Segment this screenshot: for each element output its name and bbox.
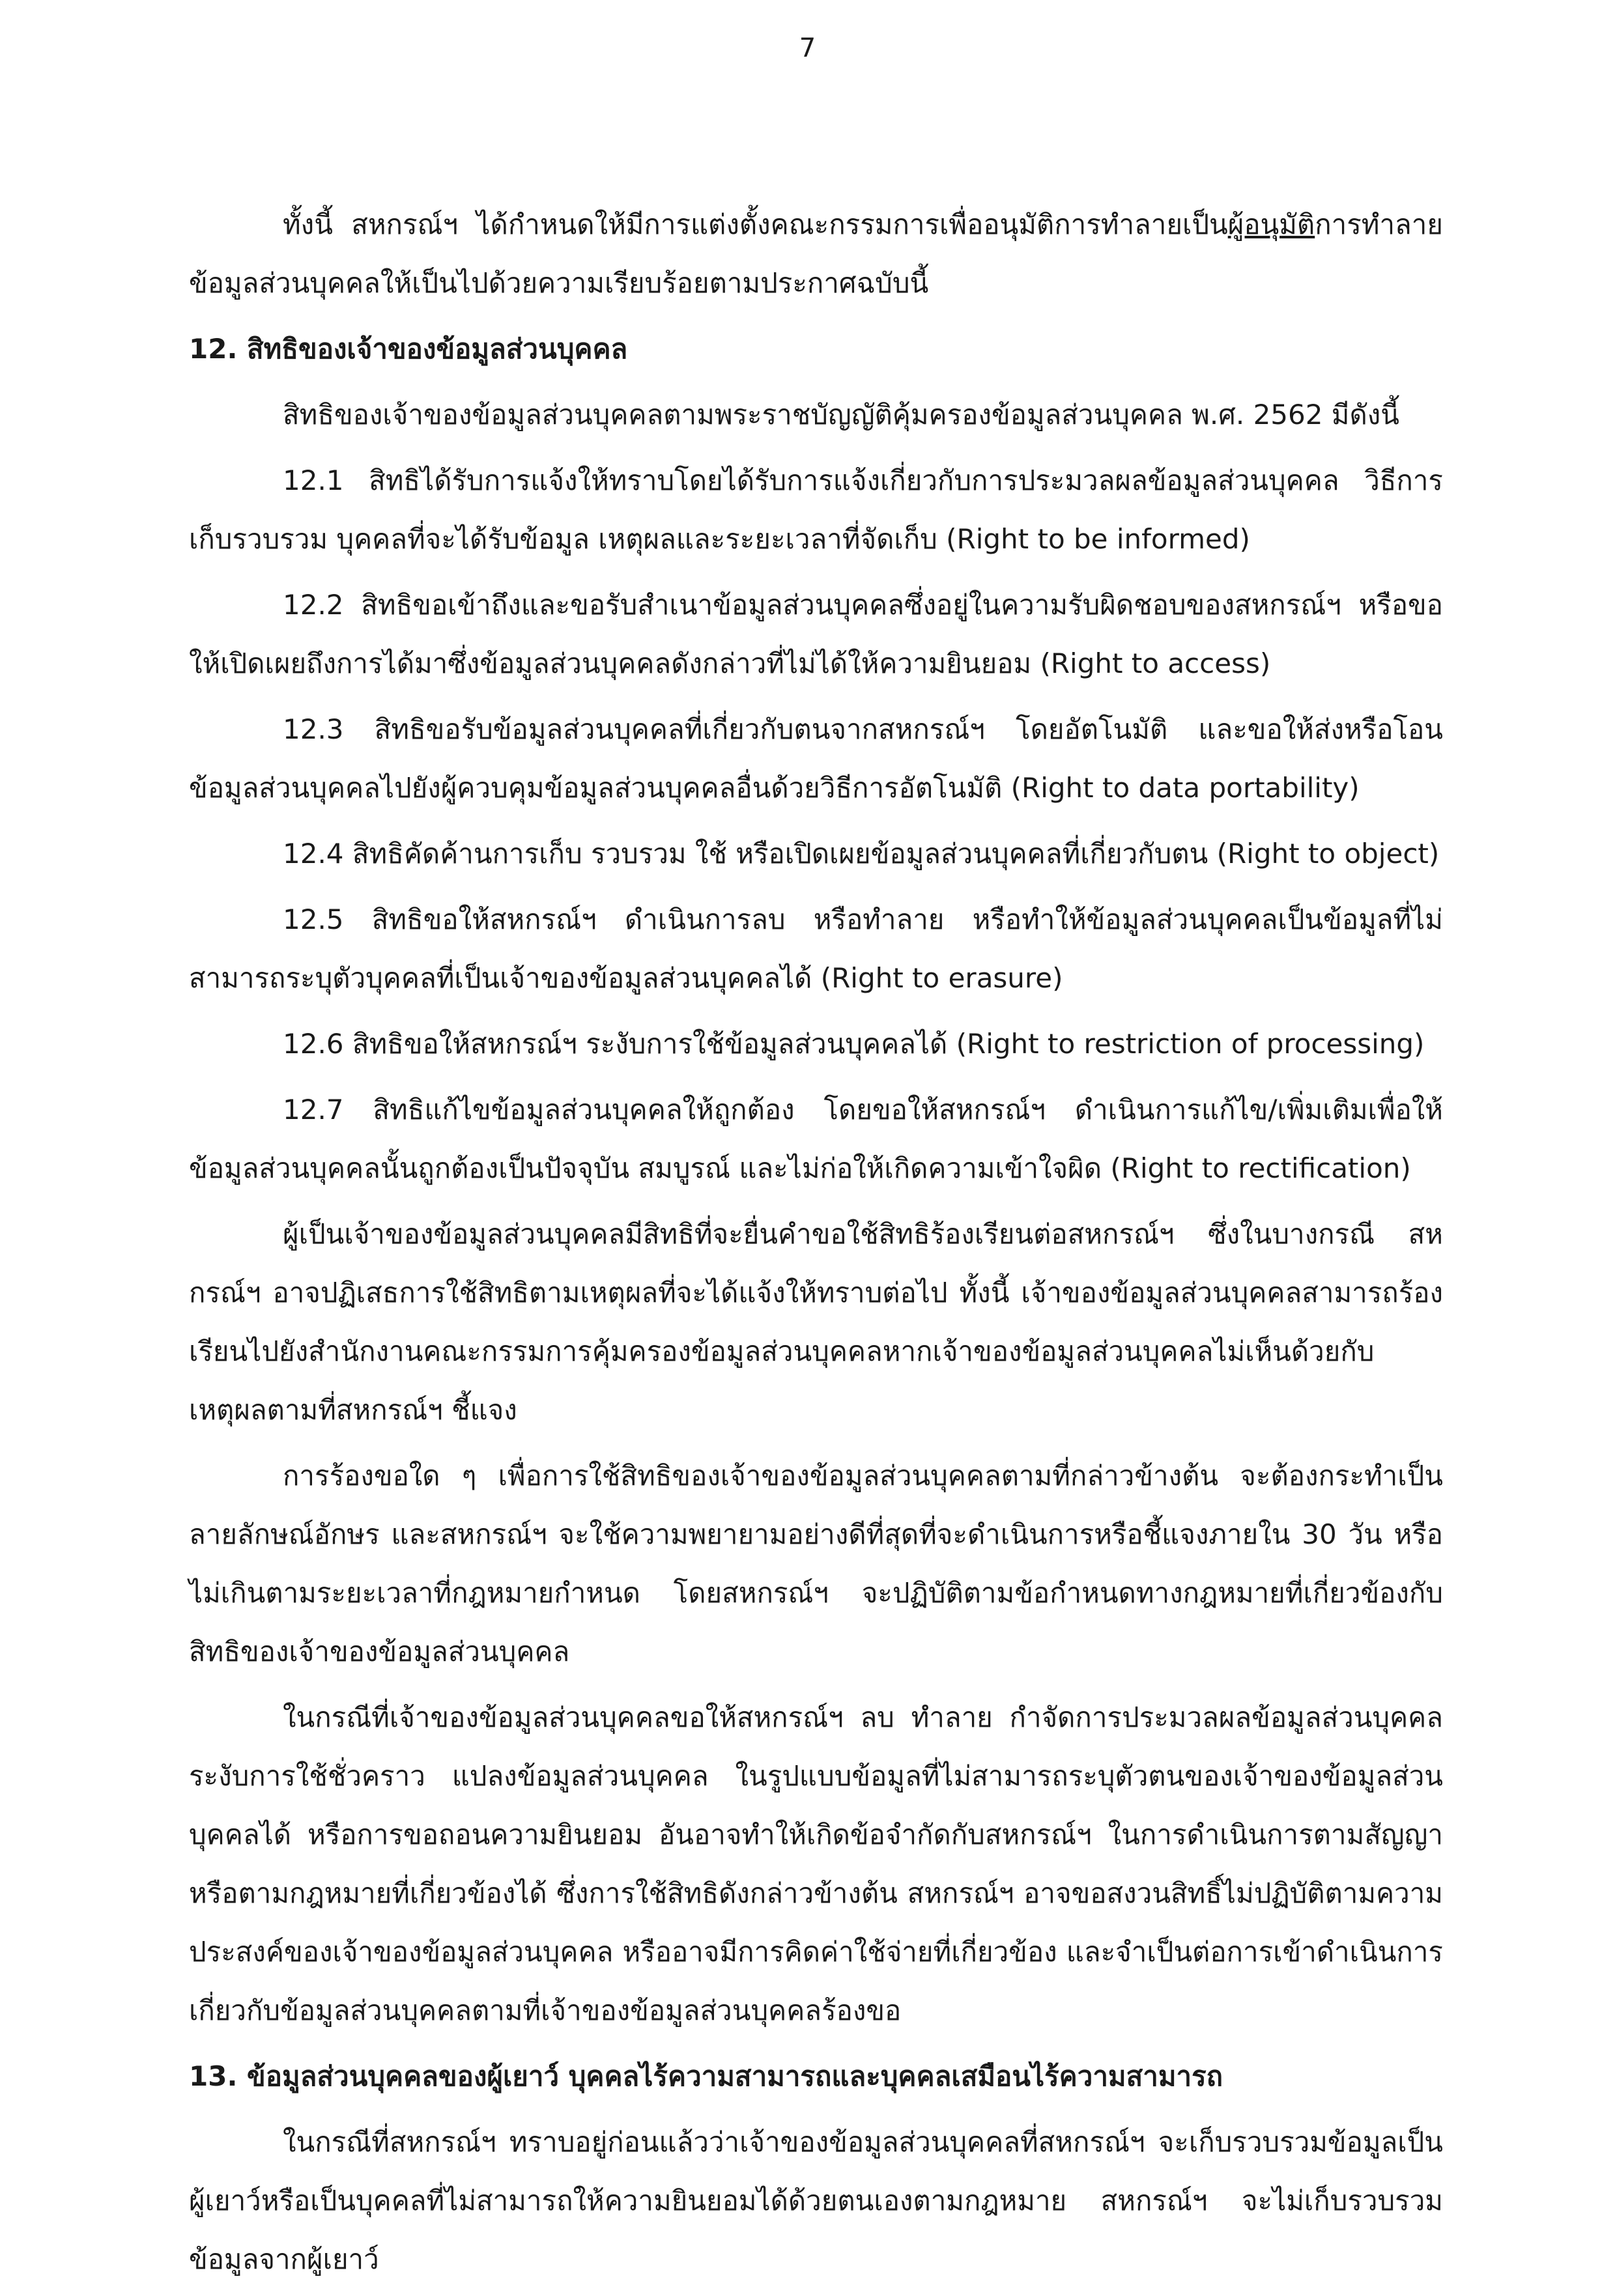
right-item-12-5: 12.5 สิทธิขอให้สหกรณ์ฯ ดำเนินการลบ หรือทำลาย หรือทำให้ข้อมูลส่วนบุคคลเป็นข้อมูลที่ไม่สามารถระบุตัวบุคคลที่เป็นเจ้าของข้อมูลส่วนบุคคลได้ (Right to erasure) — [189, 903, 1443, 994]
underlined-term: ผู้อนุมัติ — [1227, 208, 1315, 240]
paragraph-complaint-rights: ผู้เป็นเจ้าของข้อมูลส่วนบุคคลมีสิทธิที่จะยื่นคำขอใช้สิทธิร้องเรียนต่อสหกรณ์ฯ ซึ่งในบางกรณี สหกรณ์ฯ อาจปฏิเสธการใช้สิทธิตามเหตุผลที่จะได้แจ้งให้ทราบต่อไป ทั้งนี้ เจ้าของข้อมูลส่วนบุคคลสามารถร้องเรียนไปยังสำนักงานคณะกรรมการคุ้มครองข้อมูลส่วนบุคคลหากเจ้าของข้อมูลส่วนบุคคลไม่เห็นด้วยกับเหตุผลตามที่สหกรณ์ฯ ชี้แจง — [189, 1218, 1443, 1426]
section-12-intro: สิทธิของเจ้าของข้อมูลส่วนบุคคลตามพระราชบัญญัติคุ้มครองข้อมูลส่วนบุคคล พ.ศ. 2562 มีดังนี้ — [283, 399, 1399, 431]
section-12-heading: 12. สิทธิของเจ้าของข้อมูลส่วนบุคคล — [189, 333, 628, 365]
page-number: 7 — [799, 33, 816, 63]
section-13-heading: 13. ข้อมูลส่วนบุคคลของผู้เยาว์ บุคคลไร้ความสามารถและบุคคลเสมือนไร้ความสามารถ — [189, 2060, 1223, 2092]
paragraph-deletion-request: ในกรณีที่เจ้าของข้อมูลส่วนบุคคลขอให้สหกรณ์ฯ ลบ ทำลาย กำจัดการประมวลผลข้อมูลส่วนบุคคล ระงับการใช้ชั่วคราว แปลงข้อมูลส่วนบุคคล ในรูปแบบข้อมูลที่ไม่สามารถระบุตัวตนของเจ้าของข้อมูลส่วนบุคคลได้ หรือการขอถอนความยินยอม อันอาจทำให้เกิดข้อจำกัดกับสหกรณ์ฯ ในการดำเนินการตามสัญญาหรือตามกฎหมายที่เกี่ยวข้องได้ ซึ่งการใช้สิทธิดังกล่าวข้างต้น สหกรณ์ฯ อาจขอสงวนสิทธิ์ไม่ปฏิบัติตามความประสงค์ของเจ้าของข้อมูลส่วนบุคคล หรืออาจมีการคิดค่าใช้จ่ายที่เกี่ยวข้อง และจำเป็นต่อการเข้าดำเนินการเกี่ยวกับข้อมูลส่วนบุคคลตามที่เจ้าของข้อมูลส่วนบุคคลร้องขอ — [189, 1701, 1443, 2026]
right-item-12-1: 12.1 สิทธิได้รับการแจ้งให้ทราบโดยได้รับการแจ้งเกี่ยวกับการประมวลผลข้อมูลส่วนบุคคล วิธีการเก็บรวบรวม บุคคลที่จะได้รับข้อมูล เหตุผลและระยะเวลาที่จัดเก็บ (Right to be informed) — [189, 464, 1443, 555]
paragraph-text: การทำลายข้อมูลส่วนบุคคลให้เป็นไปด้วยความเรียบร้อยตามประกาศฉบับนี้ — [189, 208, 1443, 299]
right-item-12-2: 12.2 สิทธิขอเข้าถึงและขอรับสำเนาข้อมูลส่วนบุคคลซึ่งอยู่ในความรับผิดชอบของสหกรณ์ฯ หรือขอให้เปิดเผยถึงการได้มาซึ่งข้อมูลส่วนบุคคลดังกล่าวที่ไม่ได้ให้ความยินยอม (Right to access) — [189, 589, 1443, 679]
right-item-12-7: 12.7 สิทธิแก้ไขข้อมูลส่วนบุคคลให้ถูกต้อง โดยขอให้สหกรณ์ฯ ดำเนินการแก้ไข/เพิ่มเติมเพื่อให้ข้อมูลส่วนบุคคลนั้นถูกต้องเป็นปัจจุบัน สมบูรณ์ และไม่ก่อให้เกิดความเข้าใจผิด (Right to rectification) — [189, 1094, 1443, 1184]
paragraph-written-request: การร้องขอใด ๆ เพื่อการใช้สิทธิของเจ้าของข้อมูลส่วนบุคคลตามที่กล่าวข้างต้น จะต้องกระทำเป็นลายลักษณ์อักษร และสหกรณ์ฯ จะใช้ความพยายามอย่างดีที่สุดที่จะดำเนินการหรือชี้แจงภายใน 30 วัน หรือไม่เกินตามระยะเวลาที่กฎหมายกำหนด โดยสหกรณ์ฯ จะปฏิบัติตามข้อกำหนดทางกฎหมายที่เกี่ยวข้องกับสิทธิของเจ้าของข้อมูลส่วนบุคคล — [189, 1460, 1443, 1667]
paragraph-text: ทั้งนี้ สหกรณ์ฯ ได้กำหนดให้มีการแต่งตั้งคณะกรรมการเพื่ออนุมัติการทำลายเป็น — [283, 208, 1228, 240]
paragraph-destruction-approval — [189, 195, 1443, 313]
document-body — [189, 195, 1443, 2296]
paragraph-minors: ในกรณีที่สหกรณ์ฯ ทราบอยู่ก่อนแล้วว่าเจ้าของข้อมูลส่วนบุคคลที่สหกรณ์ฯ จะเก็บรวบรวมข้อมูลเป็นผู้เยาว์หรือเป็นบุคคลที่ไม่สามารถให้ความยินยอมได้ด้วยตนเองตามกฎหมาย สหกรณ์ฯ จะไม่เก็บรวบรวมข้อมูลจากผู้เยาว์ — [189, 2126, 1443, 2275]
right-item-12-6: 12.6 สิทธิขอให้สหกรณ์ฯ ระงับการใช้ข้อมูลส่วนบุคคลได้ (Right to restriction of processing) — [283, 1028, 1425, 1060]
right-item-12-3: 12.3 สิทธิขอรับข้อมูลส่วนบุคคลที่เกี่ยวกับตนจากสหกรณ์ฯ โดยอัตโนมัติ และขอให้ส่งหรือโอนข้อมูลส่วนบุคคลไปยังผู้ควบคุมข้อมูลส่วนบุคคลอื่นด้วยวิธีการอัตโนมัติ (Right to data portability) — [189, 713, 1443, 804]
right-item-12-4: 12.4 สิทธิคัดค้านการเก็บ รวบรวม ใช้ หรือเปิดเผยข้อมูลส่วนบุคคลที่เกี่ยวกับตน (Right to object) — [283, 838, 1440, 870]
